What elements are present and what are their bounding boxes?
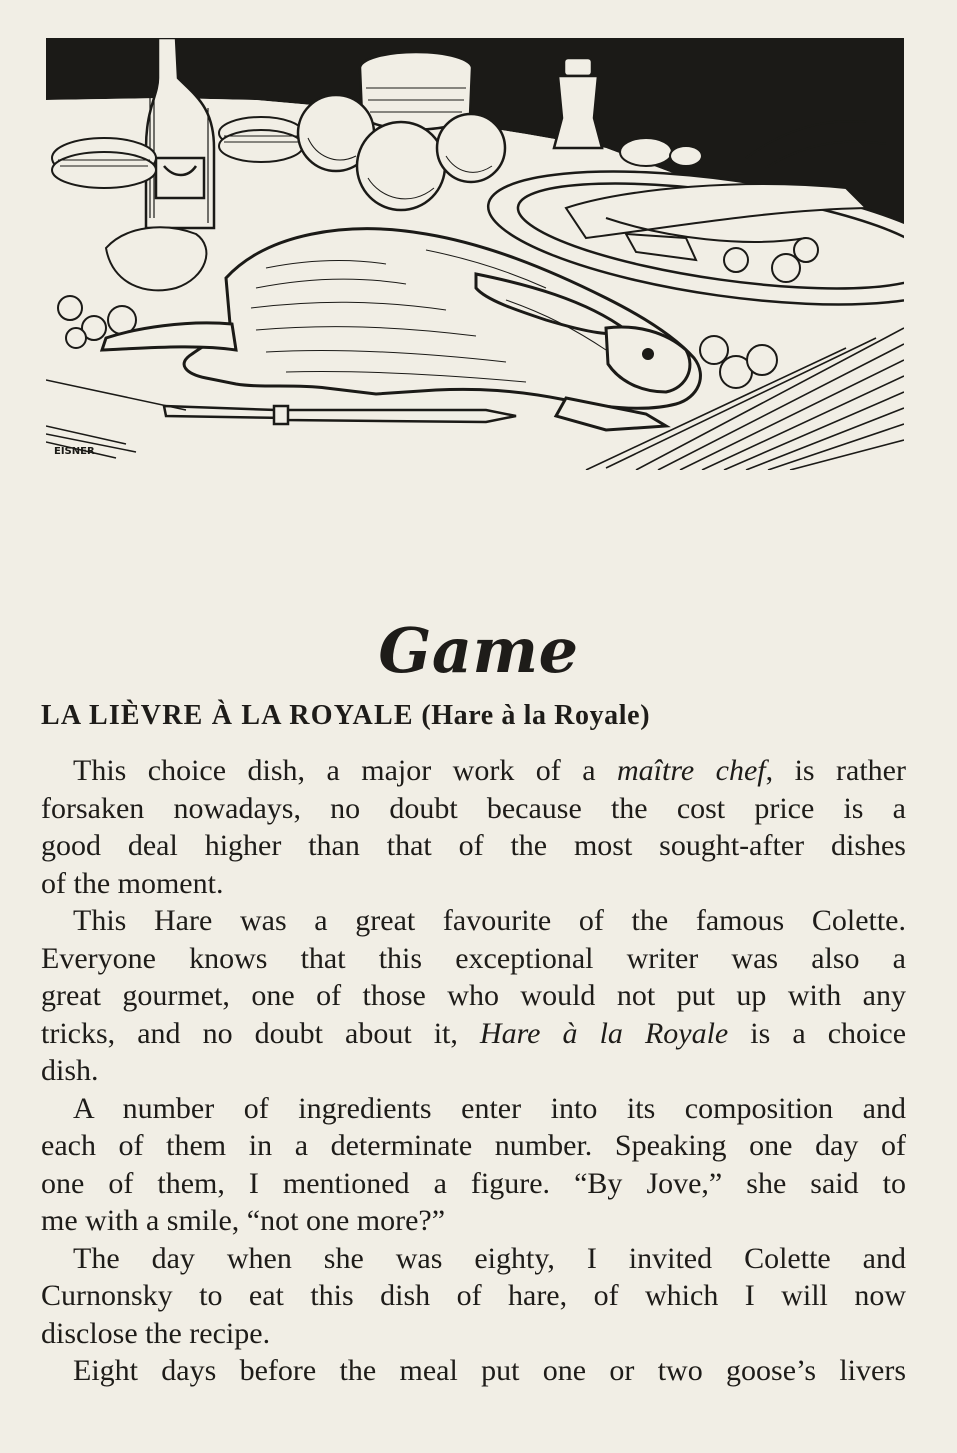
text-line: each of them in a determinate number. Speaking one day of [41,1129,906,1162]
paragraph [41,752,906,902]
text-line: This choice dish, a major work of a maître chef, is rather [73,754,906,787]
text-line: This Hare was a great favourite of the famous Colette. [73,904,906,937]
paragraph [41,1090,906,1240]
text-line: The day when she was eighty, I invited Colette and [73,1241,906,1275]
text-line: one of them, I mentioned a figure. “By Jove,” she said to [41,1166,906,1200]
artist-signature: EISNER [54,446,95,457]
text-line: me with a smile, “not one more?” [41,1204,446,1237]
paragraph [41,1240,906,1353]
text-line: dish. [41,1054,99,1087]
text-line: Everyone knows that this exceptional writer was also a [41,941,906,975]
text-line: good deal higher than that of the most sought-after dishes [41,829,906,862]
text-line: Curnonsky to eat this dish of hare, of which I will now [41,1279,906,1312]
hare-still-life-illustration [46,38,904,470]
chapter-title: Game [378,613,579,687]
recipe-title-translation: (Hare à la Royale) [421,700,651,731]
recipe-title-french: LA LIÈVRE À LA ROYALE [41,700,414,731]
recipe-body-text [41,752,906,1390]
text-line: tricks, and no doubt about it, Hare à la Royale is a choice [41,1016,907,1050]
paragraph [41,1352,906,1390]
text-line: great gourmet, one of those who would not put up with any [41,979,906,1012]
paragraph [41,902,906,1090]
illustration-svg [46,38,904,470]
text-line: of the moment. [41,866,224,900]
text-line: A number of ingredients enter into its composition and [73,1091,906,1125]
text-line: Eight days before the meal put one or two goose’s livers [73,1354,906,1387]
text-line: forsaken nowadays, no doubt because the cost price is a [41,791,906,825]
text-line: disclose the recipe. [41,1316,271,1350]
recipe-heading [41,700,650,732]
